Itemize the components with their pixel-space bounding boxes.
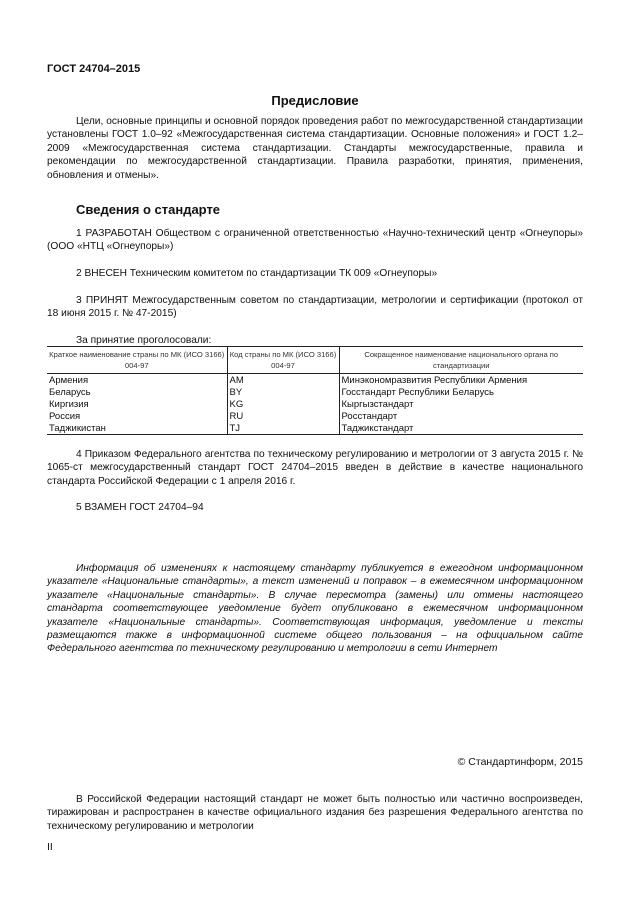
table-cell-country: Армения: [49, 374, 89, 386]
table-cell-code: KG: [227, 398, 339, 410]
foreword-title: Предисловие: [271, 93, 359, 108]
table-row: [47, 410, 583, 422]
table-row: [47, 386, 583, 398]
copyright: © Стандартинформ, 2015: [457, 756, 583, 768]
foreword-text: Цели, основные принципы и основной порядок проведения работ по межгосударственной стандартизации установлены ГОСТ 1.0–92 «Межгосударственная система стандартизации. Основные положения» и ГОСТ 1.2–2009 «Межгосударственная система стандартизации. Стандарты межгосударственные, правила и рекомендации по межгосударственной стандартизации. Правила разработки, принятия, применения, обновления и отмены».: [47, 116, 583, 181]
table-cell-code: AM: [227, 374, 339, 387]
table-cell-authority: Минэкономразвития Республики Армения: [339, 374, 583, 387]
info-item-5: 5 ВЗАМЕН ГОСТ 24704–94: [76, 502, 204, 513]
table-cell-country: Таджикистан: [47, 422, 227, 435]
table-cell-code: BY: [227, 386, 339, 398]
voting-table: [47, 346, 583, 435]
reproduction-notice: В Российской Федерации настоящий стандарт не может быть полностью или частично воспроизведен, тиражирован и распространен в качестве официального издания без разрешения Федерального агентства по техническому регулированию и метрологии: [47, 794, 583, 832]
table-row: [47, 422, 583, 435]
table-header-code: Код страны по МК (ИСО 3166) 004-97: [227, 347, 339, 374]
table-cell-authority: Росстандарт: [339, 410, 583, 422]
info-section-title: Сведения о стандарте: [76, 202, 221, 217]
table-cell-country: Беларусь: [49, 386, 91, 398]
voted-label: За принятие проголосовали:: [76, 335, 212, 346]
table-cell-country: Киргизия: [49, 398, 89, 410]
page-number: II: [47, 841, 53, 853]
table-header-country: Краткое наименование страны по МК (ИСО 3166) 004-97: [47, 347, 227, 374]
info-item-3: 3 ПРИНЯТ Межгосударственным советом по стандартизации, метрологии и сертификации (протокол от 18 июня 2015 г. № 47-2015): [47, 295, 583, 320]
table-header-authority: Сокращенное наименование национального органа по стандартизации: [339, 347, 583, 374]
info-item-2: 2 ВНЕСЕН Техническим комитетом по стандартизации ТК 009 «Огнеупоры»: [76, 268, 438, 279]
table-cell-code: TJ: [227, 422, 339, 435]
table-cell-authority: Кыргызстандарт: [339, 398, 583, 410]
table-cell-authority: Госстандарт Республики Беларусь: [339, 386, 583, 398]
info-item-1: 1 РАЗРАБОТАН Обществом с ограниченной ответственностью «Научно-технический центр «Огнеупоры» (ООО «НТЦ «Огнеупоры»): [47, 228, 583, 253]
table-cell-authority: Таджикстандарт: [339, 422, 583, 435]
notice-text: Информация об изменениях к настоящему стандарту публикуется в ежегодном информационном указателе «Национальные стандарты», а текст изменений и поправок – в ежемесячном информационном указателе «Национальные стандарты». В случае пересмотра (замены) или отмены настоящего стандарта соответствующее уведомление будет опубликовано в ежемесячном информационном указателе «Национальные стандарты». Соответствующая информация, уведомление и тексты размещаются также в информационной системе общего пользования – на официальном сайте Федерального агентства по техническому регулированию и метрологии в сети Интернет: [47, 563, 583, 655]
table-row: [47, 374, 583, 387]
table-header-row: [47, 347, 583, 374]
info-item-4: 4 Приказом Федерального агентства по техническому регулированию и метрологии от 3 августа 2015 г. № 1065-ст межгосударственный стандарт ГОСТ 24704–2015 введен в действие в качестве национального стандарта Российской Федерации с 1 апреля 2016 г.: [47, 449, 583, 487]
table-cell-country: Россия: [49, 410, 81, 422]
document-code: ГОСТ 24704–2015: [47, 63, 141, 75]
table-row: [47, 398, 583, 410]
table-cell-code: RU: [227, 410, 339, 422]
